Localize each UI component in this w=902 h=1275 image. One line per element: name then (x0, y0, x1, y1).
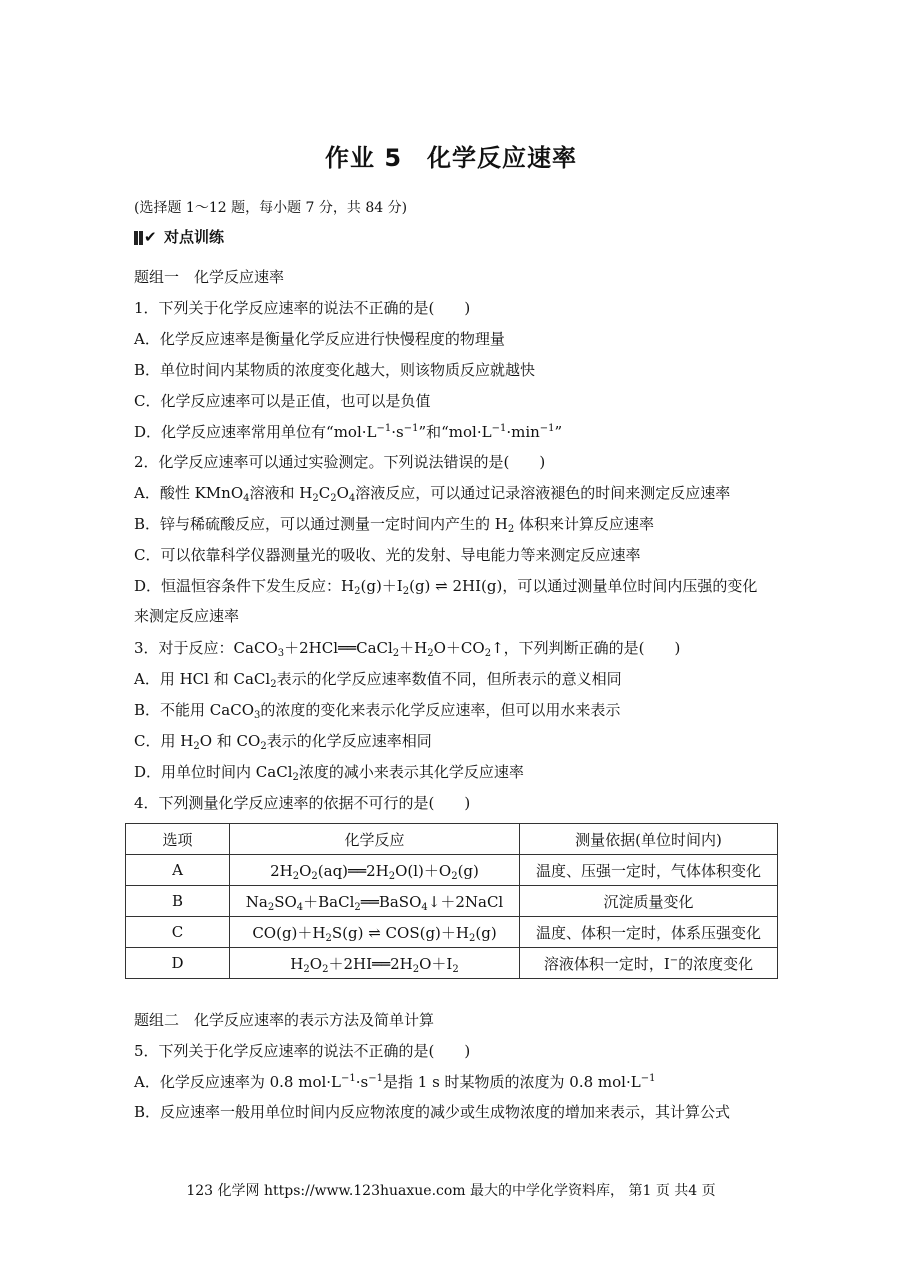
row-basis: 沉淀质量变化 (520, 886, 778, 917)
section-label: 对点训练 (164, 228, 225, 246)
q2-option-d: D．恒温恒容条件下发生反应：$H_2(g)+I_2(g)$ ⇌ 2HI(g)，可以通过测量单位时间内压强的变化 (134, 577, 758, 597)
q2-option-d-cont: 来测定反应速率 (134, 607, 240, 625)
question-4: 4．下列测量化学反应速率的依据不可行的是( ) (134, 794, 471, 812)
scoring-note: (选择题 1～12 题，每小题 7 分，共 84 分) (134, 200, 408, 216)
q1-option-c: C．化学反应速率可以是正值，也可以是负值 (134, 392, 431, 410)
header-reaction: 化学反应 (230, 824, 520, 855)
group-heading-2: 题组二 化学反应速率的表示方法及简单计算 (134, 1011, 435, 1029)
page-title: 作业 5 化学反应速率 (324, 144, 578, 172)
table-row (126, 917, 778, 948)
q2-option-b: B．锌与稀硫酸反应，可以通过测量一定时间内产生的 $H_2$ 体积来计算反应速率 (134, 515, 655, 535)
q3-option-d: D．用单位时间内 CaCl$_2$浓度的减小来表示其化学反应速率 (134, 763, 524, 783)
row-basis: 温度、压强一定时，气体体积变化 (520, 855, 778, 886)
row-reaction: $2H_2O_2(aq)══2H_2O(l)+O_2(g)$ (230, 855, 520, 886)
q3-option-b: B．不能用 CaCO$_3$的浓度的变化来表示化学反应速率，但可以用水来表示 (134, 701, 621, 721)
reaction-table (125, 823, 778, 979)
group-heading-1: 题组一 化学反应速率 (134, 268, 285, 286)
q1-option-d: D．化学反应速率常用单位有“$mol\cdot L^{-1}\cdot s^{-1}$”和“$mol\cdot L^{-1}\cdot\min^{-1}$” (134, 423, 563, 441)
section-heading (134, 227, 224, 247)
table-row (126, 948, 778, 979)
page-footer: 123 化学网 https://www.123huaxue.com 最大的中学化学资料库， 第1 页 共4 页 (186, 1183, 716, 1199)
row-option: D (126, 948, 230, 979)
table-header-row (126, 824, 778, 855)
q2-option-a: A．酸性 KMnO$_4$溶液和 $H_2C_2O_4$溶液反应，可以通过记录溶液褪色的时间来测定反应速率 (134, 484, 731, 504)
question-3: 3．对于反应：$CaCO_3+2HCl══CaCl_2+H_2O+CO_2↑$，下列判断正确的是( ) (134, 639, 681, 659)
q5-option-b: B．反应速率一般用单位时间内反应物浓度的减少或生成物浓度的增加来表示，其计算公式 (134, 1103, 731, 1121)
question-5: 5．下列关于化学反应速率的说法不正确的是( ) (134, 1042, 471, 1060)
question-2: 2．化学反应速率可以通过实验测定。下列说法错误的是( ) (134, 453, 546, 471)
header-basis: 测量依据(单位时间内) (520, 824, 778, 855)
row-basis: 温度、体积一定时，体系压强变化 (520, 917, 778, 948)
q5-option-a: A．化学反应速率为 0.8 $mol\cdot L^{-1}\cdot s^{-1}$是指 1 s 时某物质的浓度为 0.8 $mol\cdot L^{-1}$ (134, 1073, 656, 1091)
checklist-icon: ✔ (134, 229, 156, 245)
q3-option-c: C．用 $H_2O$ 和 $CO_2$表示的化学反应速率相同 (134, 732, 432, 752)
q3-option-a: A．用 HCl 和 CaCl$_2$表示的化学反应速率数值不同，但所表示的意义相同 (134, 670, 622, 690)
row-option: B (126, 886, 230, 917)
q2-option-c: C．可以依靠科学仪器测量光的吸收、光的发射、导电能力等来测定反应速率 (134, 546, 641, 564)
row-option: A (126, 855, 230, 886)
question-1: 1．下列关于化学反应速率的说法不正确的是( ) (134, 299, 471, 317)
header-option: 选项 (126, 824, 230, 855)
row-reaction: $H_2O_2+2HI══2H_2O+I_2$ (230, 948, 520, 979)
row-basis: 溶液体积一定时，I−的浓度变化 (520, 948, 778, 979)
row-reaction: $CO(g)+H_2S(g)$ ⇌ $COS(g)+H_2(g)$ (230, 917, 520, 948)
row-reaction: $Na_2SO_4+BaCl_2══BaSO_4↓+2NaCl$ (230, 886, 520, 917)
q1-option-a: A．化学反应速率是衡量化学反应进行快慢程度的物理量 (134, 330, 505, 348)
table-row (126, 886, 778, 917)
row-option: C (126, 917, 230, 948)
q1-option-b: B．单位时间内某物质的浓度变化越大，则该物质反应就越快 (134, 361, 536, 379)
table-row (126, 855, 778, 886)
